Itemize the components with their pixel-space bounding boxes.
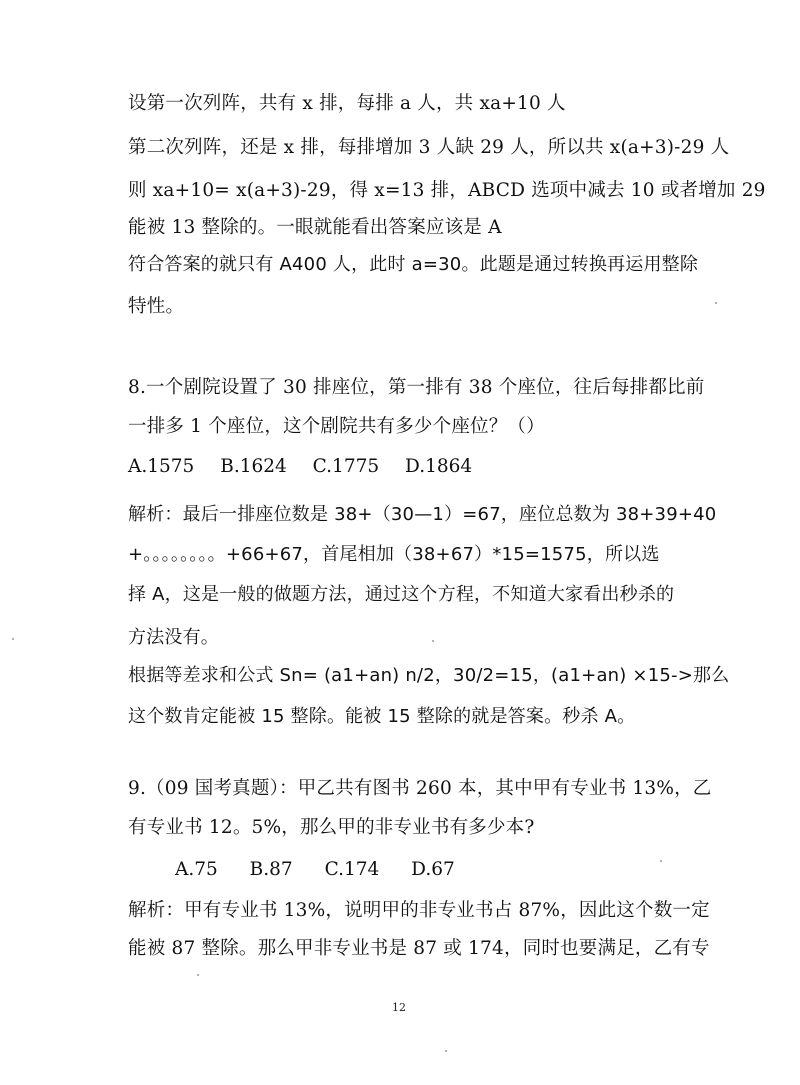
q8-analysis-line-5: 根据等差求和公式 Sn= (a1+an) n/2，30/2=15，(a1+an) ×15->那么 — [128, 665, 730, 686]
intro-line-3: 则 xa+10= x(a+3)-29，得 x=13 排，ABCD 选项中减去 10 或者增加 29 — [128, 180, 766, 201]
q9-analysis-line-1: 解析：甲有专业书 13%，说明甲的非专业书占 87%，因此这个数一定 — [128, 900, 710, 921]
q8-option-c: C.1775 — [312, 456, 380, 477]
scan-speck — [432, 640, 434, 642]
q8-option-a: A.1575 — [128, 456, 195, 477]
q9-option-c: C.174 — [324, 859, 380, 880]
q8-options — [128, 455, 492, 479]
q8-analysis-line-1: 解析：最后一排座位数是 38+（30—1）=67，座位总数为 38+39+40 — [128, 504, 717, 525]
q9-question-line-2: 有专业书 12。5%，那么甲的非专业书有多少本? — [128, 817, 535, 838]
q8-question-line-2: 一排多 1 个座位，这个剧院共有多少个座位？（） — [128, 416, 545, 437]
intro-line-6: 特性。 — [128, 296, 185, 317]
q8-analysis-line-4: 方法没有。 — [128, 627, 219, 648]
q9-option-b: B.87 — [249, 859, 293, 880]
q8-question-line-1: 8.一个剧院设置了 30 排座位，第一排有 38 个座位，往后每排都比前 — [128, 377, 705, 398]
q8-analysis-line-3: 择 A，这是一般的做题方法，通过这个方程，不知道大家看出秒杀的 — [128, 584, 675, 605]
scan-speck — [12, 638, 14, 640]
intro-line-5: 符合答案的就只有 A400 人，此时 a=30。此题是通过转换再运用整除 — [128, 254, 699, 275]
q9-analysis-line-2: 能被 87 整除。那么甲非专业书是 87 或 174，同时也要满足，乙有专 — [128, 938, 710, 959]
q8-analysis-line-2: +。。。。。。。。+66+67，首尾相加（38+67）*15=1575，所以选 — [128, 544, 660, 565]
scan-speck — [660, 860, 662, 862]
q8-option-b: B.1624 — [220, 456, 287, 477]
q8-analysis-line-6: 这个数肯定能被 15 整除。能被 15 整除的就是答案。秒杀 A。 — [128, 706, 636, 727]
scan-speck — [715, 302, 717, 304]
q9-option-a: A.75 — [175, 859, 218, 880]
intro-line-1: 设第一次列阵，共有 x 排，每排 a 人，共 xa+10 人 — [128, 93, 566, 114]
scan-speck — [445, 1050, 447, 1052]
q9-option-d: D.67 — [411, 859, 455, 880]
q8-option-d: D.1864 — [405, 456, 473, 477]
q9-options — [175, 858, 481, 882]
page-number: 12 — [392, 1001, 406, 1014]
q9-question-line-1: 9.（09 国考真题）：甲乙共有图书 260 本，其中甲有专业书 13%，乙 — [128, 778, 712, 799]
scan-speck — [197, 974, 199, 976]
intro-line-2: 第二次列阵，还是 x 排，每排增加 3 人缺 29 人，所以共 x(a+3)-29 人 — [128, 137, 730, 158]
intro-line-4: 能被 13 整除的。一眼就能看出答案应该是 A — [128, 217, 502, 238]
